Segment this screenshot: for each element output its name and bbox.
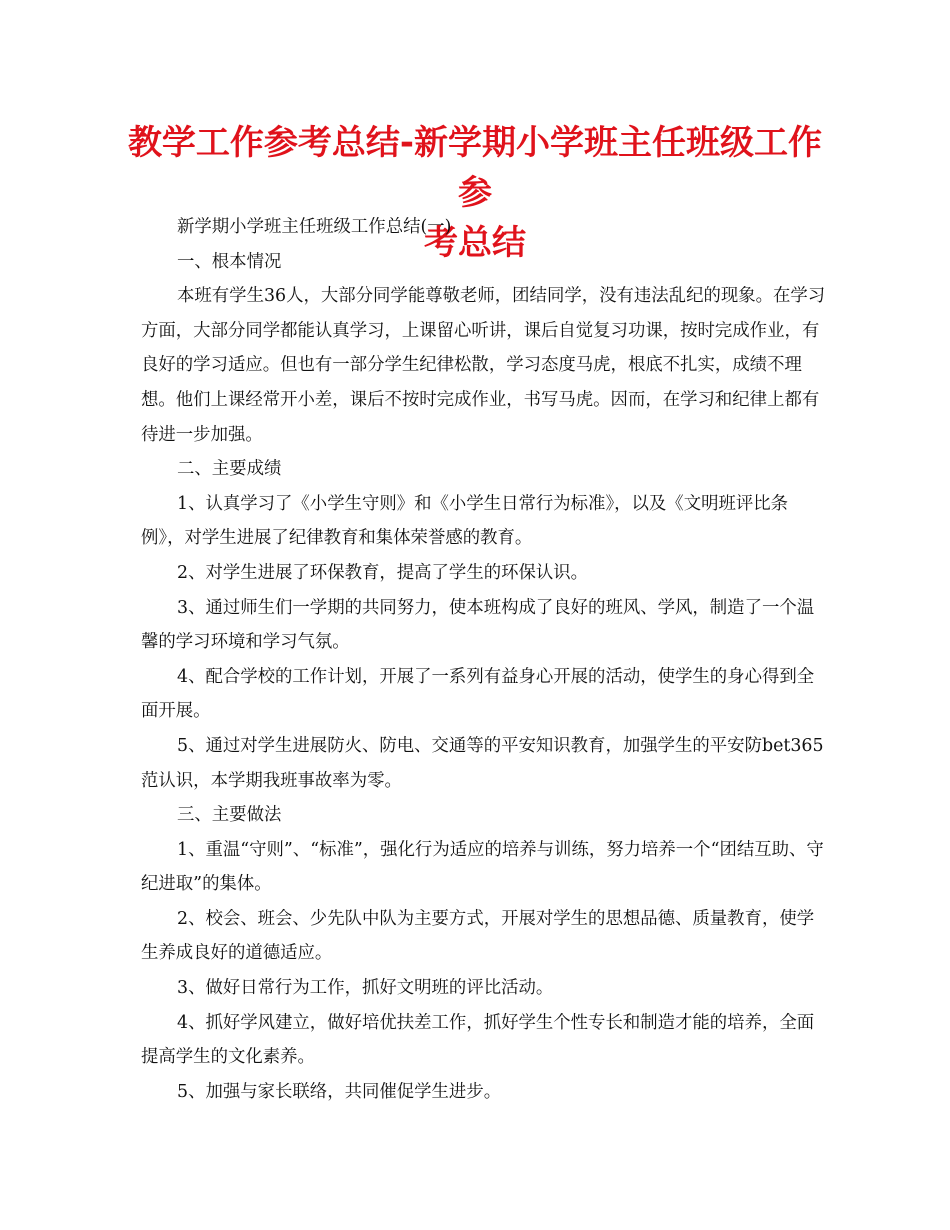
document-body (141, 210, 831, 1109)
section-heading-achievements: 二、主要成绩 (177, 459, 282, 480)
achievement-item-4: 4、配合学校的工作计划，开展了一系列有益身心开展的活动，使学生的身心得到全面开展。 (141, 666, 815, 722)
paragraph-basic-situation: 本班有学生36人，大部分同学能尊敬老师，团结同学，没有违法乱纪的现象。在学习方面，大部分同学都能认真学习，上课留心听讲，课后自觉复习功课，按时完成作业，有良好的学习适应。但也有一部分学生纪律松散，学习态度马虎，根底不扎实，成绩不理想。他们上课经常开小差，课后不按时完成作业，书写马虎。因而，在学习和纪律上都有待进一步加强。 (141, 286, 826, 445)
method-item-4: 4、抓好学风建立，做好培优扶差工作，抓好学生个性专长和制造才能的培养，全面提高学生的文化素养。 (141, 1012, 815, 1068)
achievement-item-5: 5、通过对学生进展防火、防电、交通等的平安知识教育，加强学生的平安防bet365范认识，本学期我班事故率为零。 (141, 735, 824, 791)
section-heading-methods: 三、主要做法 (177, 805, 282, 826)
document-title-line-1: 教学工作参考总结-新学期小学班主任班级工作参 (127, 123, 823, 213)
achievement-item-2: 2、对学生进展了环保教育，提高了学生的环保认识。 (177, 562, 589, 583)
subtitle-paragraph: 新学期小学班主任班级工作总结(一) (177, 217, 452, 237)
achievement-item-3: 3、通过师生们一学期的共同努力，使本班构成了良好的班风、学风，制造了一个温馨的学习环境和学习气氛。 (141, 597, 815, 653)
method-item-1: 1、重温“守则”、“标准”，强化行为适应的培养与训练，努力培养一个“团结互助、守纪进取”的集体。 (141, 839, 824, 895)
method-item-5: 5、加强与家长联络，共同催促学生进步。 (177, 1081, 502, 1102)
method-item-3: 3、做好日常行为工作，抓好文明班的评比活动。 (177, 978, 554, 999)
achievement-item-1: 1、认真学习了《小学生守则》和《小学生日常行为标准》，以及《文明班评比条例》，对学生进展了纪律教育和集体荣誉感的教育。 (141, 493, 789, 549)
section-heading-basic: 一、根本情况 (177, 251, 282, 272)
document-title-line-2: 考总结 (424, 223, 526, 263)
method-item-2: 2、校会、班会、少先队中队为主要方式，开展对学生的思想品德、质量教育，使学生养成良好的道德适应。 (141, 908, 815, 964)
